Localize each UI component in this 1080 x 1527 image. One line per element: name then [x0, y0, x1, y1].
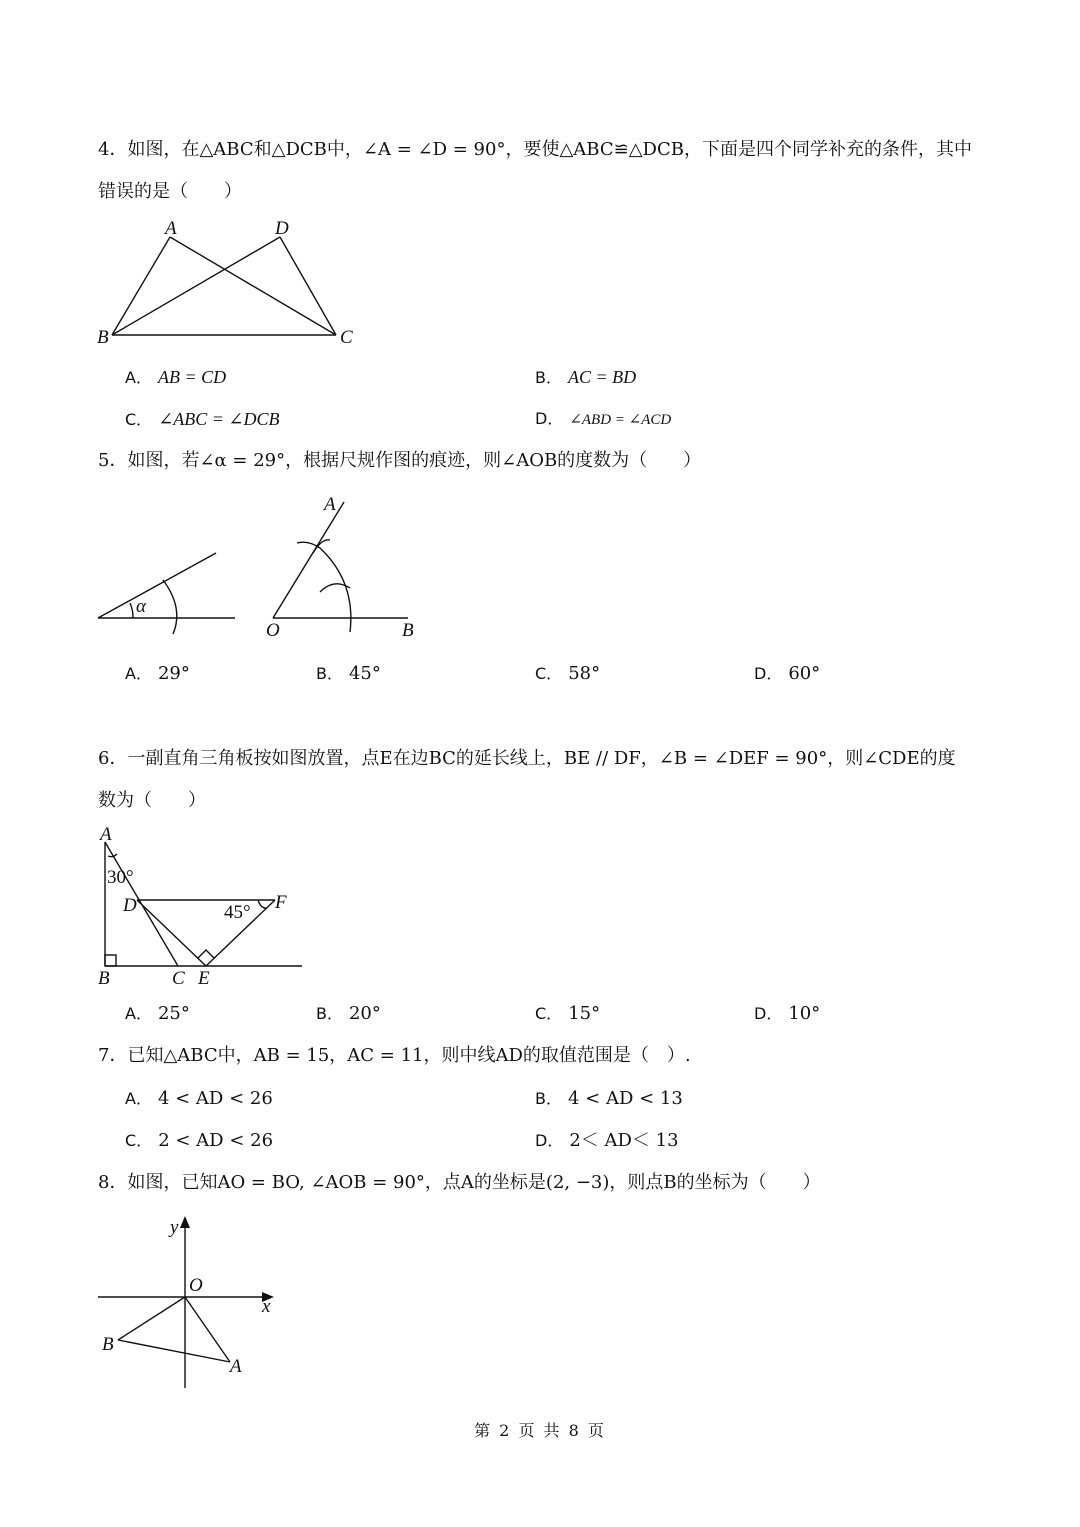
option-letter: D．: [535, 409, 564, 428]
q5-alpha-small-arc: [130, 603, 133, 618]
q8-seg-AB: [118, 1340, 230, 1362]
option-text: ∠ABC = ∠DCB: [158, 409, 280, 429]
page-footer: 第 2 页 共 8 页: [474, 1421, 606, 1440]
q5-label-A: A: [324, 494, 336, 515]
q6-stem-line1: 6．一副直角三角板按如图放置，点E在边BC的延长线上，BE // DF，∠B = ∠DEF = 90°，则∠CDE的度: [98, 748, 956, 769]
q4-option-b: [535, 365, 636, 390]
q5-alpha-ray-upper: [98, 553, 216, 618]
q6-label-E: E: [198, 968, 210, 989]
option-text: 2 < AD < 26: [158, 1130, 274, 1151]
q5-option-a: [125, 662, 190, 686]
q6-label-C: C: [172, 968, 185, 989]
q7-option-b: [535, 1087, 683, 1111]
q6-option-b: [316, 1002, 381, 1026]
option-letter: B．: [535, 368, 562, 387]
option-text: 60°: [788, 663, 821, 684]
q8-stem: 8．如图，已知AO = BO, ∠AOB = 90°，点A的坐标是(2, −3)，则点B的坐标为（ ）: [98, 1172, 821, 1193]
q4-label-B: B: [97, 327, 109, 348]
q5-stem: 5．如图，若∠α = 29°，根据尺规作图的痕迹，则∠AOB的度数为（ ）: [98, 450, 702, 471]
option-letter: A．: [125, 1089, 152, 1108]
option-text: ∠ABD = ∠ACD: [569, 412, 672, 428]
q4-stem-line1: 4．如图，在△ABC和△DCB中，∠A = ∠D = 90°，要使△ABC≌△DCB，下面是四个同学补充的条件，其中: [98, 139, 972, 160]
option-letter: B．: [535, 1089, 562, 1108]
q5-figure: [90, 490, 430, 645]
option-text: 25°: [157, 1003, 190, 1024]
q7-option-a: [125, 1087, 273, 1111]
q6-option-d: [754, 1002, 820, 1026]
q5-option-d: [754, 662, 820, 686]
option-text: 15°: [568, 1003, 601, 1024]
q8-seg-OB: [118, 1297, 185, 1340]
q6-stem-line2: 数为（ ）: [98, 790, 206, 811]
q6-label-F: F: [275, 892, 287, 913]
q6-label-A: A: [100, 824, 112, 845]
q5-label-B: B: [402, 620, 414, 641]
q4-label-D: D: [275, 218, 289, 239]
option-text: 4 < AD < 13: [567, 1088, 683, 1109]
q4-option-a: [125, 365, 226, 390]
q4-option-d: [535, 407, 671, 432]
option-letter: C．: [125, 410, 153, 429]
q6-option-c: [535, 1002, 600, 1026]
option-letter: C．: [535, 1004, 563, 1023]
option-letter: D．: [535, 1131, 564, 1150]
q8-figure: [90, 1210, 290, 1395]
q7-option-d: [535, 1129, 679, 1153]
option-letter: A．: [125, 1004, 152, 1023]
option-letter: A．: [125, 664, 152, 683]
q5-alpha-large-arc: [163, 580, 177, 634]
option-text: 29°: [157, 663, 190, 684]
option-text: 45°: [348, 663, 381, 684]
option-text: AC = BD: [567, 367, 637, 387]
q7-stem: 7．已知△ABC中，AB = 15，AC = 11，则中线AD的取值范围是（ ）.: [98, 1045, 691, 1066]
q8-y-arrow: [180, 1216, 190, 1228]
option-text: 10°: [788, 1003, 821, 1024]
q6-label-30: 30°: [107, 867, 134, 888]
q8-label-O: O: [189, 1275, 203, 1296]
option-letter: A．: [125, 368, 152, 387]
q5-option-b: [316, 662, 381, 686]
option-letter: C．: [125, 1131, 153, 1150]
option-text: AB = CD: [157, 367, 227, 387]
q6-right-angle-B: [105, 955, 116, 966]
q4-seg-AB: [112, 237, 170, 335]
option-letter: D．: [754, 664, 783, 683]
q4-stem-line2: 错误的是（ ）: [98, 181, 242, 202]
q4-option-c: [125, 407, 280, 432]
q5-ray-OA: [273, 502, 344, 618]
q5-label-O: O: [266, 620, 280, 641]
q6-option-a: [125, 1002, 190, 1026]
q4-figure: [90, 215, 370, 350]
option-text: 20°: [348, 1003, 381, 1024]
q4-seg-DC: [280, 237, 336, 335]
option-text: 4 < AD < 26: [157, 1088, 273, 1109]
q6-label-D: D: [123, 895, 137, 916]
option-letter: C．: [535, 664, 563, 683]
q8-label-y: y: [170, 1217, 179, 1238]
option-letter: B．: [316, 664, 343, 683]
q7-option-c: [125, 1129, 273, 1153]
q6-label-B: B: [98, 968, 110, 989]
q8-label-A: A: [230, 1356, 242, 1377]
q8-label-B: B: [102, 1334, 114, 1355]
q5-label-alpha: α: [136, 596, 146, 617]
option-text: 2＜ AD＜ 13: [569, 1130, 679, 1151]
q6-label-45: 45°: [224, 902, 251, 923]
option-letter: B．: [316, 1004, 343, 1023]
option-letter: D．: [754, 1004, 783, 1023]
q8-label-x: x: [262, 1296, 271, 1317]
q4-label-C: C: [340, 327, 353, 348]
q6-arc-F: [258, 900, 267, 908]
q8-seg-OA: [185, 1297, 230, 1362]
q6-right-angle-E: [198, 950, 214, 958]
q5-arc-cross: [313, 540, 330, 553]
q6-figure: [90, 825, 310, 990]
q4-label-A: A: [165, 218, 177, 239]
q5-option-c: [535, 662, 600, 686]
option-text: 58°: [568, 663, 601, 684]
